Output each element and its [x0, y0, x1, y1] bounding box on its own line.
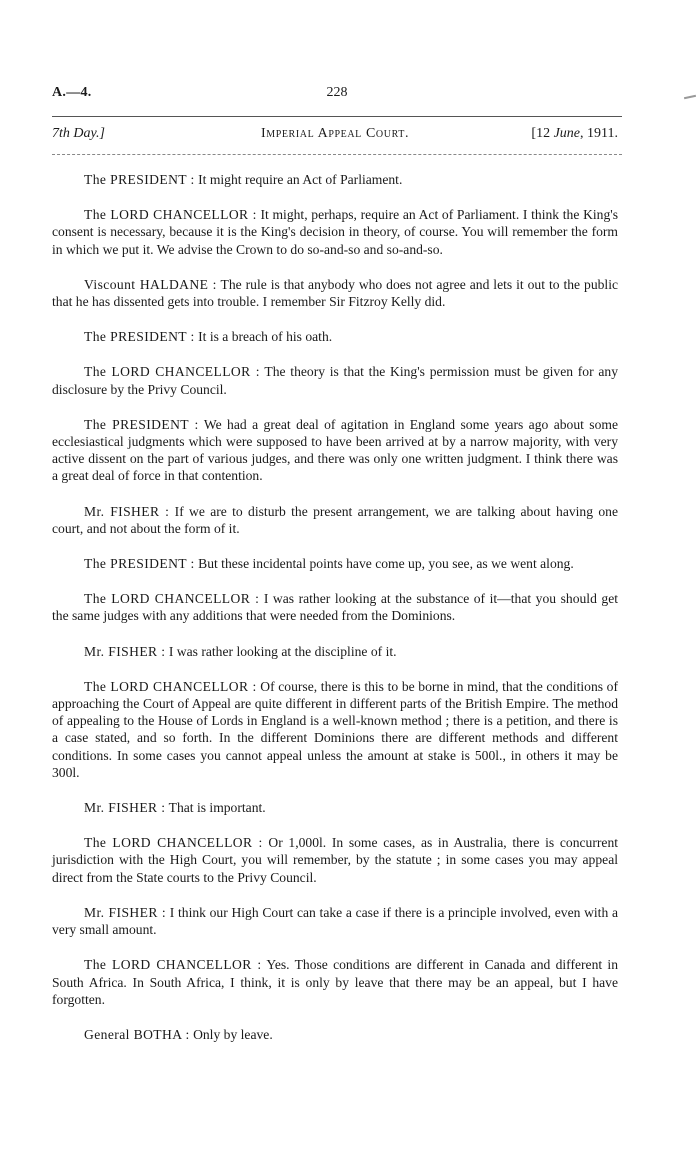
speaker-name: The PRESIDENT : [84, 556, 195, 572]
sitting-day: 7th Day.] [52, 126, 105, 141]
speaker-name: The PRESIDENT : [84, 172, 195, 187]
speaker-name: The LORD CHANCELLOR : [84, 591, 260, 607]
transcript-body [52, 171, 618, 1061]
sitting-date [531, 126, 618, 142]
header-divider [52, 116, 622, 117]
transcript-paragraph [52, 206, 618, 258]
transcript-paragraph [52, 363, 618, 397]
date-prefix: [12 [531, 126, 554, 141]
speaker-name: Mr. FISHER : [84, 503, 170, 519]
margin-mark [684, 95, 696, 99]
speech-text: I was rather looking at the substance of it—that you should get the same judges with any additions that were needed from the Dominions. [52, 591, 619, 624]
speaker-name: The LORD CHANCELLOR : [84, 835, 263, 851]
transcript-paragraph [52, 956, 618, 1008]
date-suffix: , 1911. [580, 126, 618, 141]
speech-text: That is important. [165, 800, 266, 816]
speech-text: It might, perhaps, require an Act of Parliament. I think the King's consent is necessary, because it is the King's decision in theory, of course. You will remember the form in which we put it. We advise the Crown to do so-and-so and so-and-so. [52, 207, 618, 257]
speech-text: The rule is that anybody who does not agree and lets it out to the public that he has dissented gets into trouble. I remember Sir Fitzroy Kelly did. [52, 276, 619, 310]
speech-text: I was rather looking at the discipline of it. [165, 643, 397, 659]
date-month: June [553, 126, 581, 141]
speech-text: If we are to disturb the present arrangement, we are talking about having one court, and not about the form of it. [52, 503, 618, 536]
speech-text: It might require an Act of Parliament. [194, 172, 403, 187]
document-reference: A.—4. [52, 85, 92, 100]
transcript-paragraph [52, 276, 618, 310]
page-number: 228 [326, 85, 348, 100]
section-title: Imperial Appeal Court. [260, 126, 410, 141]
speaker-name: Mr. FISHER : [84, 904, 167, 920]
speaker-name: The LORD CHANCELLOR : [84, 957, 262, 973]
transcript-paragraph [52, 1026, 618, 1043]
transcript-paragraph [52, 416, 618, 485]
speech-text: Only by leave. [189, 1026, 273, 1042]
speech-text: Yes. Those conditions are different in Canada and different in South Africa. In South Africa, I think, it is only by leave that there may be an appeal, but I have forgotten. [52, 957, 619, 1007]
transcript-paragraph [52, 678, 618, 781]
running-head [52, 126, 618, 146]
speech-text: Or 1,000l. In some cases, as in Australia, there is concurrent jurisdiction with the High Court, you will remember, by the statute ; in some cases you may appeal direct from the State courts to the Privy Council. [52, 835, 619, 885]
running-head-divider [52, 154, 622, 155]
transcript-paragraph [52, 171, 618, 188]
transcript-paragraph [52, 904, 618, 938]
speech-text: It is a breach of his oath. [194, 329, 333, 345]
speech-text: We had a great deal of agitation in England some years ago about some ecclesiastical judgments which were supposed to have been arrived at by a narrow majority, with very active dissent on the part of various judges, and there was only one written judgment. I think there was a great deal of force in that contention. [52, 416, 618, 484]
speech-text: I think our High Court can take a case if there is a principle involved, even with a very small amount. [52, 904, 618, 938]
transcript-paragraph [52, 503, 618, 537]
transcript-paragraph [52, 643, 618, 660]
transcript-paragraph [52, 590, 618, 624]
speaker-name: Viscount HALDANE : [84, 276, 217, 292]
speaker-name: The PRESIDENT : [84, 329, 195, 345]
transcript-paragraph [52, 328, 618, 345]
speech-text: But these incidental points have come up, you see, as we went along. [194, 556, 574, 572]
page-header [52, 85, 622, 105]
speaker-name: The LORD CHANCELLOR : [84, 364, 260, 380]
transcript-paragraph [52, 555, 618, 572]
speaker-name: The LORD CHANCELLOR : [84, 678, 257, 694]
transcript-paragraph [52, 834, 618, 886]
speaker-name: General BOTHA : [84, 1026, 190, 1042]
speech-text: Of course, there is this to be borne in mind, that the conditions of approaching the Court of Appeal are quite different in different parts of the British Empire. The method of appealing to the House of Lords in England is a well-known method ; there is a petition, and there is a case stated, and so forth. In the different Dominions there are different methods and different conditions. In some cases you cannot appeal unless the amount at stake is 500l., in others it may be 300l. [52, 678, 618, 780]
speech-text: The theory is that the King's permission must be given for any disclosure by the Privy Council. [52, 364, 618, 397]
speaker-name: The PRESIDENT : [84, 416, 199, 432]
transcript-paragraph [52, 799, 618, 816]
speaker-name: The LORD CHANCELLOR : [84, 207, 257, 223]
speaker-name: Mr. FISHER : [84, 800, 166, 816]
speaker-name: Mr. FISHER : [84, 643, 166, 659]
